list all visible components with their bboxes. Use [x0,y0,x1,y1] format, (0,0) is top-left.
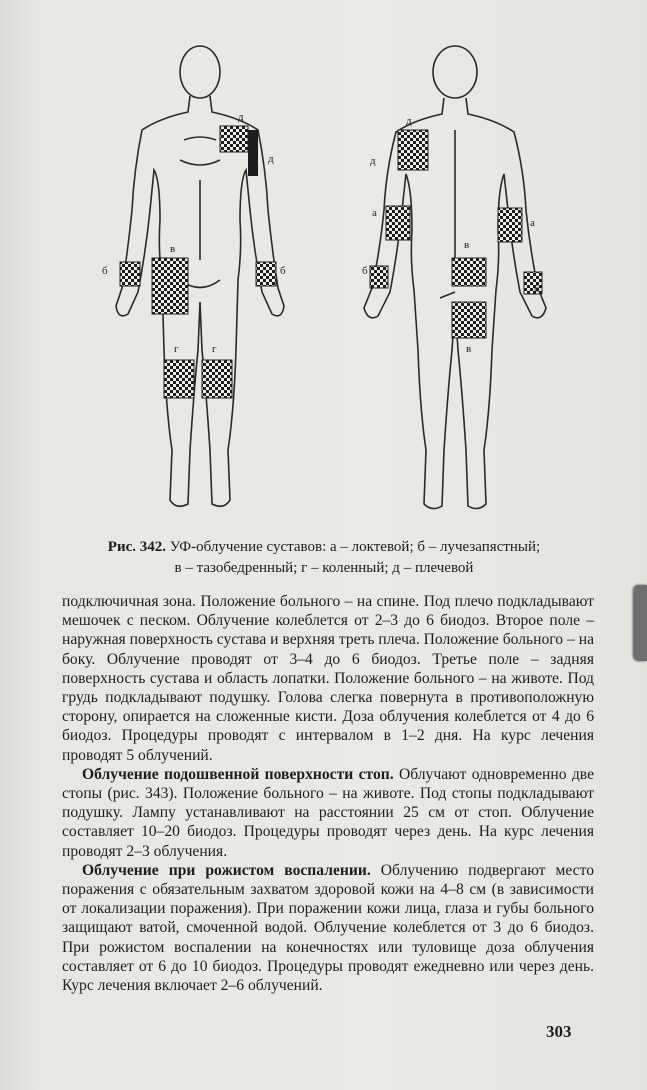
front-label-b-left: б [102,265,108,277]
paragraph-1 [62,592,594,765]
page-edge-tab [634,585,647,661]
back-label-v-lower: в [466,343,472,355]
back-label-b-left: б [362,265,368,277]
back-zone-hip-upper [452,258,486,286]
paragraph-2 [62,765,594,861]
back-label-v-upper: в [464,239,470,251]
back-label-a-left: а [372,207,377,219]
paragraph-3-heading: Облучение при рожистом воспалении. [82,861,371,879]
front-label-g-left: г [174,343,179,355]
caption-line-1 [54,537,594,558]
paragraph-3-text: Облучению подвергают место поражения с обязательным захватом здоровой кожи на 4–8 см (в зависимости от локализации поражения). При поражении кожи лица, глаза и губы больного защищают ватой, смоченной водой. Облучение колеблется от 3 до 6 биодоз. При рожистом воспалении на конечностях или туловище доза облучения составляет от 6 до 10 биодоз. Процедуры проводят ежедневно или через день. Курс лечения включает 2–6 облучений. [62,861,594,995]
front-zone-knee-left [164,360,194,398]
paragraph-1-text: подключичная зона. Положение больного – на спине. Под плечо подкладывают мешочек с песком. Облучение колеблется от 2–3 до 6 биодоз. Второе поле – наружная поверхность сустава и верхняя треть плеча. Положение больного – на боку. Облучение проводят от 3–4 до 6 биодоз. Третье поле – задняя поверхность сустава и область лопатки. Положение больного – на животе. Под грудь подкладывают подушку. Голова слегка повернута в противоположную сторону, опирается на сложенные кисти. Доза облучения колеблется от 4 до 6 биодоз. Процедуры проводят с интервалом в 1–2 дня. На курс лечения проводят 5 облучений. [62,593,594,764]
paragraph-3 [62,861,594,995]
paragraph-2-heading: Облучение подошвенной поверхности стоп. [82,765,394,783]
back-zone-elbow-right [498,208,522,242]
figure-caption [54,537,594,579]
front-zone-wrist-right [256,262,276,286]
back-label-b-right: б [534,283,540,295]
caption-number: Рис. 342. [107,539,166,555]
front-label-g-right: г [212,343,217,355]
front-zone-shoulder [220,126,248,152]
front-label-v: в [170,243,176,255]
caption-line-2: в – тазобедренный; г – коленный; д – плечевой [174,560,474,576]
back-label-a-right: а [530,217,535,229]
page-number: 303 [546,1022,572,1041]
figure-uv-joints [80,30,580,530]
body-text [62,592,594,995]
front-zone-shoulder-dark [248,130,258,176]
paragraph-2-text: Облучают одновременно две стопы (рис. 343). Положение больного – на животе. Под стопы подкладывают подушку. Лампу устанавливают на расстоянии 25 см от стоп. Облучение составляет 10–20 биодоз. Процедуры проводят через день. На курс лечения проводят 2–3 облучения. [62,765,594,860]
back-zone-wrist-left [370,266,388,288]
front-label-b-right: б [280,265,286,277]
back-zone-elbow-left [386,206,410,240]
front-zone-wrist-left [120,262,140,286]
back-zone-shoulder [398,130,428,170]
back-label-d2: д [370,155,376,167]
back-label-d1: д [406,115,412,127]
back-zone-hip-lower [452,302,486,338]
caption-text-1: УФ-облучение суставов: а – локтевой; б – лучезапястный; [169,539,541,555]
front-zone-hip [152,258,188,314]
front-label-d2: д [268,153,274,165]
front-zone-knee-right [202,360,232,398]
front-label-d1: д [238,111,244,123]
